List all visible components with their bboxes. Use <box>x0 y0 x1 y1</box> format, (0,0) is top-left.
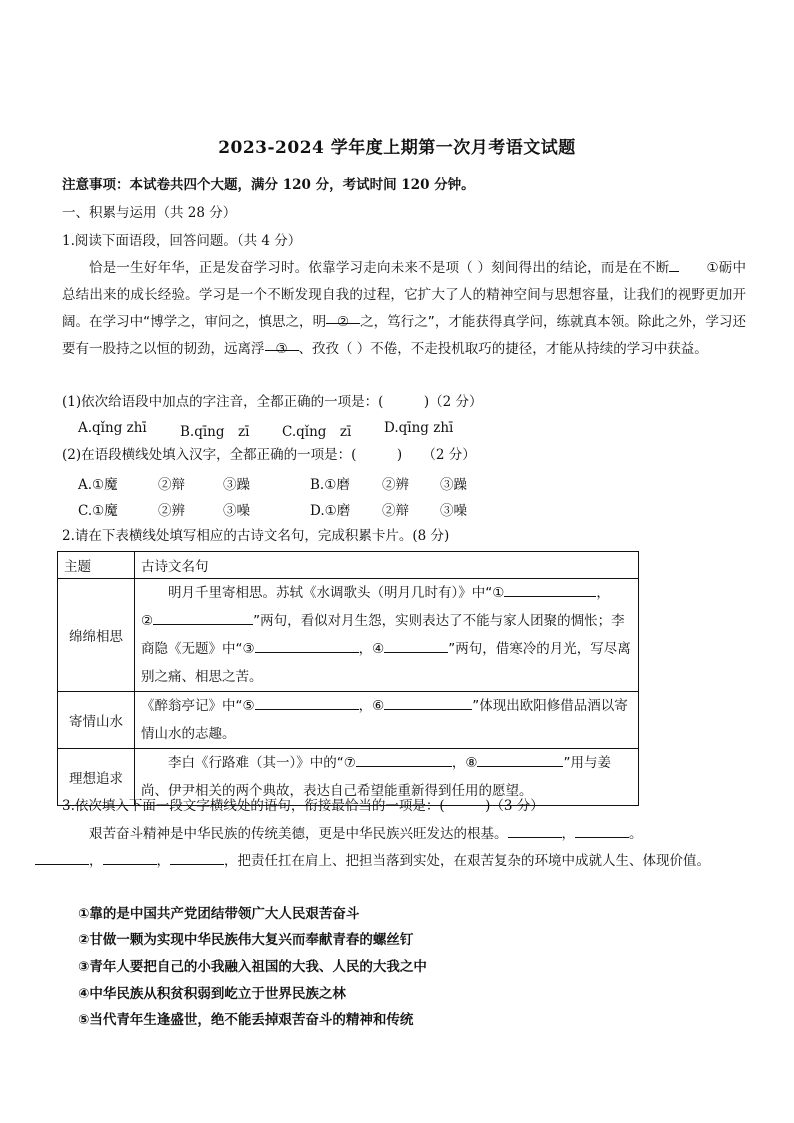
answer-blank[interactable] <box>384 638 448 653</box>
option-b: B.①磨 <box>310 477 350 493</box>
option-d: D.①磨 <box>310 503 351 519</box>
option-c: C.qǐng zī <box>282 424 352 440</box>
row-theme: 理想追求 <box>58 749 135 806</box>
row-text: ② <box>141 613 154 629</box>
answer-blank[interactable] <box>575 823 629 838</box>
option-a: A.①魔 <box>78 477 118 493</box>
blank <box>669 257 679 272</box>
answer-blank[interactable] <box>170 850 224 865</box>
answer-blank[interactable] <box>255 695 359 710</box>
option-d-2: ②辩 <box>382 503 409 519</box>
answer-blank[interactable] <box>103 850 157 865</box>
option-c-2: ②辨 <box>158 503 185 519</box>
blank-marker: ③ <box>265 336 299 351</box>
question-2-heading: 2.请在下表横线处填写相应的古诗文名句，完成积累卡片。(8 分) <box>62 528 450 544</box>
list-item: ②甘做一颗为实现中华民族伟大复兴而奉献青春的螺丝钉 <box>78 932 414 948</box>
row-text: ”用与姜尚、伊尹相关的两个典故，表达自己希望能重新得到任用的愿望。 <box>141 755 611 799</box>
accumulation-card-table <box>57 551 639 806</box>
answer-blank[interactable] <box>153 610 253 625</box>
notice: 注意事项：本试卷共四个大题，满分 120 分，考试时间 120 分钟。 <box>62 177 475 193</box>
section-heading: 一、积累与运用（共 28 分） <box>62 205 237 221</box>
option-c: C.①魔 <box>78 503 118 519</box>
row-content <box>135 692 639 749</box>
row-content <box>135 579 639 692</box>
row-theme: 绵绵相思 <box>58 579 135 692</box>
blank-marker: ② <box>326 309 360 324</box>
passage-text: 艰苦奋斗精神是中华民族的传统美德，更是中华民族兴旺发达的根基。 <box>89 826 508 842</box>
question-3-passage: 艰苦奋斗精神是中华民族的传统美德，更是中华民族兴旺发达的根基。 ， 。 ， ， ，把责任扛在肩上、把担当落到实处，在艰苦复杂的环境中成就人生、体现价值。 <box>62 821 746 875</box>
answer-blank[interactable] <box>35 850 89 865</box>
passage-text: ，把责任扛在肩上、把担当落到实处，在艰苦复杂的环境中成就人生、体现价值。 <box>224 853 710 869</box>
table-header-row <box>58 552 639 579</box>
list-item: ⑤当代青年生逢盛世，绝不能丢掉艰苦奋斗的精神和传统 <box>78 1012 414 1028</box>
passage-text: 砺中总结出来的成长经验。学习是一个不断发现自我的过程，它扩大了人的精神空间与思想容量，让我们的视野更加开阔。在学习中“博学之，审问之，慎思之，明 <box>62 260 747 330</box>
list-item: ④中华民族从积贫积弱到屹立于世界民族之林 <box>78 986 346 1002</box>
row-text: ”两句，看似对月生怨，实则表达了不能与家人团聚的惆怅；李商隐《无题》中“③ <box>141 613 625 657</box>
question-1-heading: 1.阅读下面语段，回答问题。（共 4 分） <box>62 233 302 249</box>
option-b-2: ②辨 <box>382 477 409 493</box>
answer-blank[interactable] <box>384 695 472 710</box>
row-text: ，⑥ <box>358 698 385 714</box>
passage-text: 、孜孜（ ）不倦，不走投机取巧的捷径，才能从持续的学习中获益。 <box>298 341 708 357</box>
question-3-heading: 3.依次填入下面一段文字横线处的语句，衔接最恰当的一项是：( )（3 分） <box>62 798 544 814</box>
passage-text: 之，笃行之”，才能获得真学问，练就真本领。除此之外，学习还要有一股持之以恒的韧劲，远离浮 <box>62 314 746 357</box>
row-text: ”体现出欧阳修借品酒以寄情山水的志趣。 <box>141 698 628 742</box>
header-theme: 主题 <box>58 552 135 579</box>
row-text: ，④ <box>358 641 385 657</box>
option-a: A.qǐng zhī <box>78 420 147 436</box>
option-a-2: ②辩 <box>158 477 185 493</box>
table-row <box>58 692 639 749</box>
option-d: D.qīng zhī <box>384 420 454 436</box>
row-text: ， <box>596 585 610 601</box>
question-1-passage <box>62 255 746 363</box>
answer-blank[interactable] <box>477 752 563 767</box>
blank-marker: ① <box>706 260 719 276</box>
list-item: ③青年人要把自己的小我融入祖国的大我、人民的大我之中 <box>78 959 427 975</box>
page-title: 2023-2024 学年度上期第一次月考语文试题 <box>218 138 576 158</box>
option-a-3: ③躁 <box>223 477 250 493</box>
answer-blank[interactable] <box>356 752 452 767</box>
option-b-3: ③躁 <box>440 477 467 493</box>
row-text: ，⑧ <box>451 755 478 771</box>
option-b: B.qīng zī <box>180 424 250 440</box>
option-d-3: ③噪 <box>440 503 467 519</box>
option-c-3: ③噪 <box>223 503 250 519</box>
row-text: 《醉翁亭记》中“⑤ <box>141 698 255 714</box>
list-item: ①靠的是中国共产党团结带领广大人民艰苦奋斗 <box>78 906 360 922</box>
table-row <box>58 579 639 692</box>
passage-text: 恰是一生好年华，正是发奋学习时。依靠学习走向未来不是项（ ）刻间得出的结论，而是在不断 <box>89 260 670 276</box>
row-text: 李白《行路难（其一）》中的“⑦ <box>168 755 356 771</box>
question-1-sub-1: (1)依次给语段中加点的字注音，全都正确的一项是：( )（2 分） <box>62 394 483 410</box>
answer-blank[interactable] <box>508 823 562 838</box>
row-text: 明月千里寄相思。苏轼《水调歌头（明月几时有）》中“① <box>168 585 505 601</box>
row-text: ”两句，借寒冷的月光，写尽离别之痛、相思之苦。 <box>141 641 631 685</box>
answer-blank[interactable] <box>504 582 596 597</box>
answer-blank[interactable] <box>255 638 359 653</box>
row-theme: 寄情山水 <box>58 692 135 749</box>
header-content: 古诗文名句 <box>135 552 639 579</box>
question-1-sub-2: (2)在语段横线处填入汉字，全都正确的一项是：( ) （2 分） <box>62 447 476 463</box>
